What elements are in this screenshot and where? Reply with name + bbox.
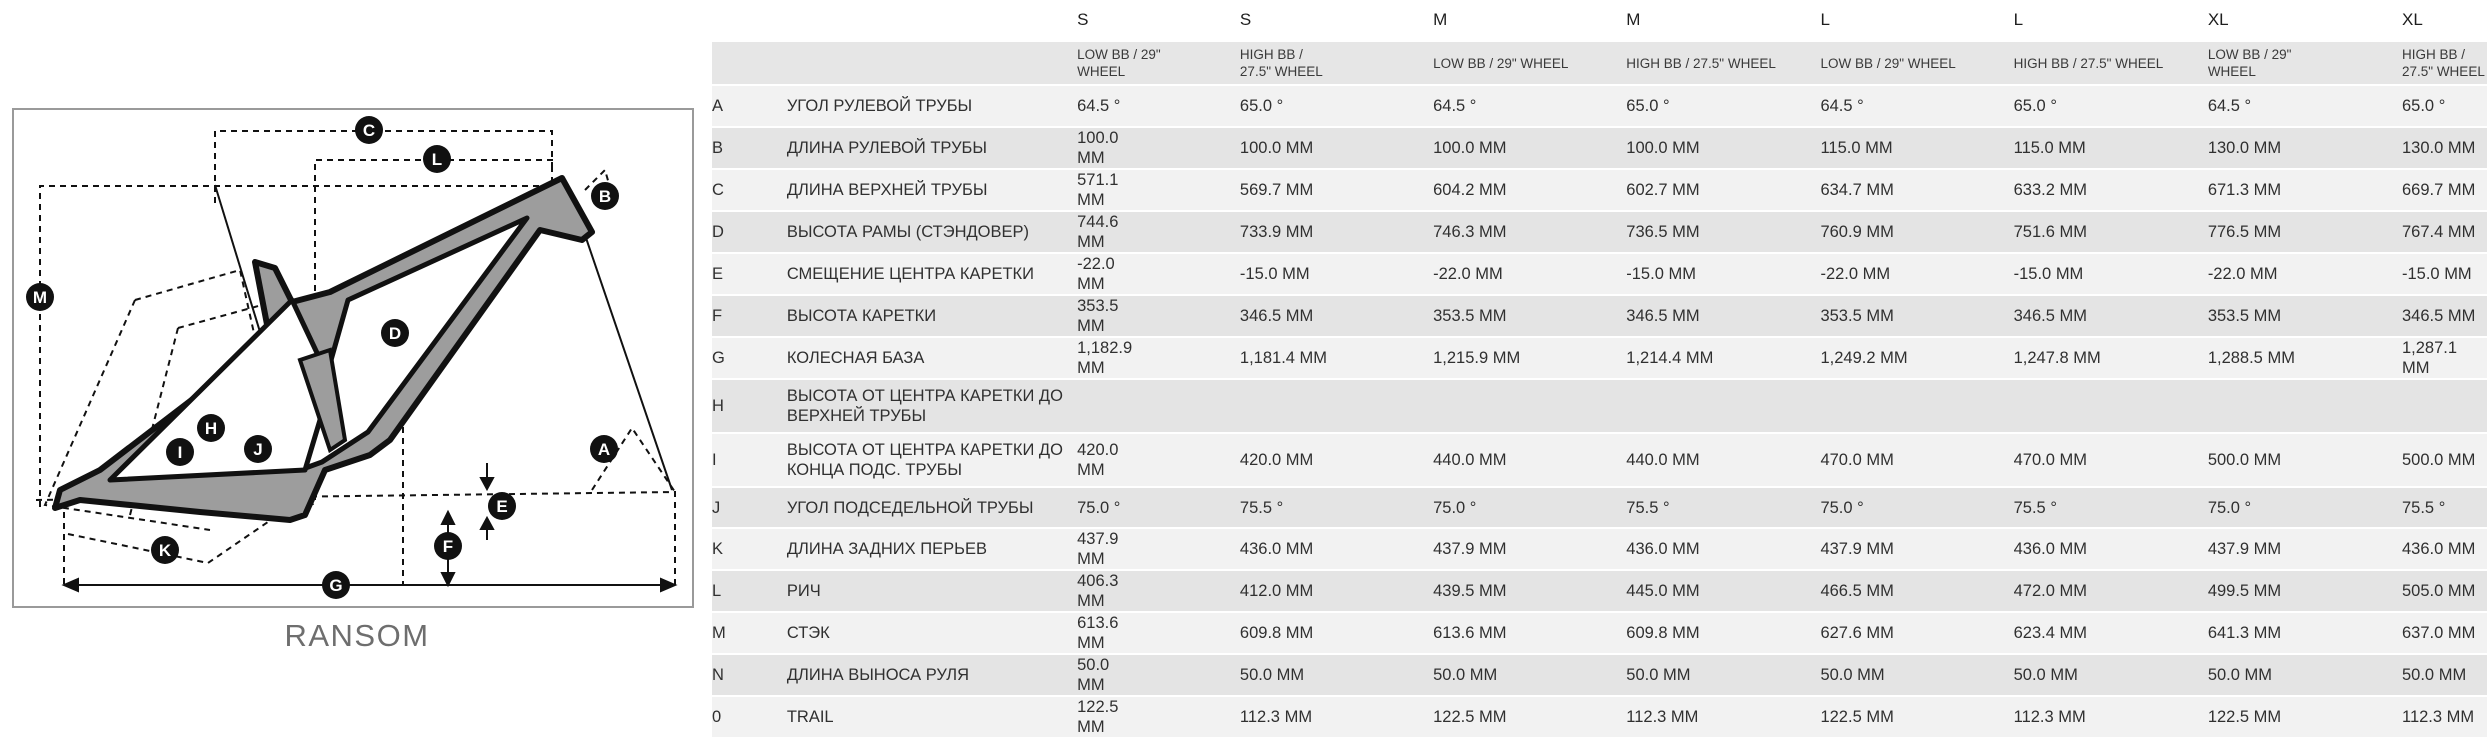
row-letter: B bbox=[712, 127, 787, 169]
table-cell: 50.0 MM bbox=[1433, 654, 1626, 696]
row-label: КОЛЕСНАЯ БАЗА bbox=[787, 337, 1077, 379]
table-cell: 65.0 ° bbox=[2402, 85, 2487, 127]
svg-text:K: K bbox=[158, 541, 172, 560]
table-cell bbox=[1077, 253, 1240, 295]
table-cell: 50.0 MM bbox=[1626, 654, 1820, 696]
table-cell: 776.5 MM bbox=[2208, 211, 2402, 253]
table-cell bbox=[1433, 379, 1626, 433]
table-cell: 436.0 MM bbox=[2402, 528, 2487, 570]
table-cell: 50.0 MM bbox=[2014, 654, 2208, 696]
table-cell: 436.0 MM bbox=[1240, 528, 1433, 570]
table-cell bbox=[1077, 85, 1240, 127]
variant-header: LOW BB / 29" WHEEL bbox=[1077, 41, 1240, 85]
svg-text:A: A bbox=[597, 440, 611, 459]
cell-value: 75.0 ° bbox=[1077, 498, 1121, 517]
table-cell: 346.5 MM bbox=[2014, 295, 2208, 337]
table-cell: 436.0 MM bbox=[1626, 528, 1820, 570]
marker-b bbox=[591, 182, 619, 210]
row-letter: N bbox=[712, 654, 787, 696]
table-cell: 75.0 ° bbox=[2208, 487, 2402, 528]
table-row bbox=[712, 85, 2487, 127]
table-cell bbox=[1077, 127, 1240, 169]
variant-header: HIGH BB / 27.5" WHEEL bbox=[1626, 41, 1820, 85]
svg-text:G: G bbox=[329, 576, 343, 595]
table-row bbox=[712, 337, 2487, 379]
cell-value: 100.0 MM bbox=[1077, 129, 1119, 167]
row-letter: D bbox=[712, 211, 787, 253]
row-letter: 0 bbox=[712, 696, 787, 738]
size-header: XL bbox=[2402, 10, 2423, 29]
size-header: XL bbox=[2207, 10, 2229, 29]
cell-value: 406.3 MM bbox=[1077, 572, 1119, 610]
table-cell bbox=[1077, 696, 1240, 738]
table-cell: 50.0 MM bbox=[1820, 654, 2013, 696]
variant-header: HIGH BB / 27.5" WHEEL bbox=[1240, 41, 1433, 85]
table-cell: 412.0 MM bbox=[1240, 570, 1433, 612]
table-cell: 470.0 MM bbox=[2014, 433, 2208, 487]
marker-f bbox=[434, 532, 462, 560]
row-label: ДЛИНА ВЕРХНЕЙ ТРУБЫ bbox=[787, 169, 1077, 211]
table-cell: 767.4 MM bbox=[2402, 211, 2487, 253]
table-cell bbox=[1820, 379, 2013, 433]
table-cell: 637.0 MM bbox=[2402, 612, 2487, 654]
table-cell: 436.0 MM bbox=[2014, 528, 2208, 570]
table-cell bbox=[1077, 169, 1240, 211]
table-cell: 353.5 MM bbox=[1820, 295, 2013, 337]
header-blank bbox=[712, 41, 787, 85]
table-cell: -15.0 MM bbox=[1240, 253, 1433, 295]
table-cell: 746.3 MM bbox=[1433, 211, 1626, 253]
table-cell: 760.9 MM bbox=[1820, 211, 2013, 253]
marker-j bbox=[244, 435, 272, 463]
marker-g bbox=[322, 571, 350, 599]
table-cell: 1,214.4 MM bbox=[1626, 337, 1820, 379]
geometry-table bbox=[712, 0, 2487, 739]
cell-value: 1,182.9 MM bbox=[1077, 339, 1133, 377]
row-letter: J bbox=[712, 487, 787, 528]
table-cell: 100.0 MM bbox=[1626, 127, 1820, 169]
row-letter: K bbox=[712, 528, 787, 570]
marker-d bbox=[381, 319, 409, 347]
table-row bbox=[712, 528, 2487, 570]
table-cell: 122.5 MM bbox=[1820, 696, 2013, 738]
row-letter: C bbox=[712, 169, 787, 211]
table-cell: 346.5 MM bbox=[1626, 295, 1820, 337]
table-cell: 65.0 ° bbox=[1240, 85, 1433, 127]
table-cell: 505.0 MM bbox=[2402, 570, 2487, 612]
table-cell: 569.7 MM bbox=[1240, 169, 1433, 211]
table-cell bbox=[2402, 379, 2487, 433]
table-cell: 440.0 MM bbox=[1626, 433, 1820, 487]
table-cell: 671.3 MM bbox=[2208, 169, 2402, 211]
table-cell: -15.0 MM bbox=[2402, 253, 2487, 295]
table-cell: 1,181.4 MM bbox=[1240, 337, 1433, 379]
table-cell: 112.3 MM bbox=[1240, 696, 1433, 738]
table-cell: 420.0 MM bbox=[1240, 433, 1433, 487]
table-cell: 75.0 ° bbox=[1820, 487, 2013, 528]
cell-value: 420.0 MM bbox=[1077, 441, 1119, 479]
table-cell bbox=[1240, 379, 1433, 433]
table-cell: 623.4 MM bbox=[2014, 612, 2208, 654]
table-cell: 112.3 MM bbox=[1626, 696, 1820, 738]
table-row bbox=[712, 169, 2487, 211]
cell-value: -22.0 MM bbox=[1077, 255, 1115, 293]
marker-l bbox=[423, 145, 451, 173]
table-row bbox=[712, 253, 2487, 295]
table-row bbox=[712, 487, 2487, 528]
table-cell: 50.0 MM bbox=[2402, 654, 2487, 696]
table-cell: 122.5 MM bbox=[1433, 696, 1626, 738]
table-cell bbox=[2014, 379, 2208, 433]
table-cell: 627.6 MM bbox=[1820, 612, 2013, 654]
table-cell bbox=[1626, 379, 1820, 433]
table-cell: 65.0 ° bbox=[2014, 85, 2208, 127]
table-cell: 122.5 MM bbox=[2208, 696, 2402, 738]
table-cell bbox=[1077, 433, 1240, 487]
table-cell: 499.5 MM bbox=[2208, 570, 2402, 612]
table-cell: 100.0 MM bbox=[1240, 127, 1433, 169]
variant-header: LOW BB / 29" WHEEL bbox=[1433, 41, 1626, 85]
size-header: M bbox=[1433, 10, 1448, 29]
table-row bbox=[712, 211, 2487, 253]
svg-text:H: H bbox=[204, 419, 218, 438]
table-cell: -22.0 MM bbox=[2208, 253, 2402, 295]
table-cell: 669.7 MM bbox=[2402, 169, 2487, 211]
svg-text:I: I bbox=[177, 443, 183, 462]
marker-a bbox=[590, 435, 618, 463]
table-cell: 353.5 MM bbox=[2208, 295, 2402, 337]
size-header: S bbox=[1239, 10, 1252, 29]
marker-c bbox=[355, 116, 383, 144]
table-cell: 633.2 MM bbox=[2014, 169, 2208, 211]
row-label: ДЛИНА РУЛЕВОЙ ТРУБЫ bbox=[787, 127, 1077, 169]
marker-e bbox=[488, 492, 516, 520]
row-label: РИЧ bbox=[787, 570, 1077, 612]
row-label: ВЫСОТА ОТ ЦЕНТРА КАРЕТКИ ДО КОНЦА ПОДС. ТРУБЫ bbox=[787, 433, 1077, 487]
table-cell: 751.6 MM bbox=[2014, 211, 2208, 253]
table-row bbox=[712, 570, 2487, 612]
cell-value: 744.6 MM bbox=[1077, 213, 1119, 251]
header-blank bbox=[787, 41, 1077, 85]
row-label: СМЕЩЕНИЕ ЦЕНТРА КАРЕТКИ bbox=[787, 253, 1077, 295]
marker-i bbox=[166, 438, 194, 466]
table-cell: 634.7 MM bbox=[1820, 169, 2013, 211]
geometry-diagram-panel bbox=[0, 0, 710, 756]
row-letter: H bbox=[712, 379, 787, 433]
table-cell: 75.5 ° bbox=[2402, 487, 2487, 528]
table-cell: 75.5 ° bbox=[2014, 487, 2208, 528]
marker-m bbox=[26, 283, 54, 311]
row-letter: G bbox=[712, 337, 787, 379]
table-cell: 1,287.1 MM bbox=[2402, 337, 2487, 379]
table-cell: 75.0 ° bbox=[1433, 487, 1626, 528]
table-cell: 445.0 MM bbox=[1626, 570, 1820, 612]
cell-value: 64.5 ° bbox=[1077, 97, 1121, 115]
row-label: ДЛИНА ВЫНОСА РУЛЯ bbox=[787, 654, 1077, 696]
table-row bbox=[712, 379, 2487, 433]
row-letter: A bbox=[712, 85, 787, 127]
variant-header: HIGH BB / 27.5" WHEEL bbox=[2014, 41, 2208, 85]
table-cell: 604.2 MM bbox=[1433, 169, 1626, 211]
size-header: S bbox=[1077, 10, 1089, 29]
cell-value: 353.5 MM bbox=[1077, 297, 1119, 335]
table-cell: 500.0 MM bbox=[2208, 433, 2402, 487]
cell-value: 437.9 MM bbox=[1077, 530, 1119, 568]
table-cell: 500.0 MM bbox=[2402, 433, 2487, 487]
row-letter: E bbox=[712, 253, 787, 295]
row-label: ВЫСОТА КАРЕТКИ bbox=[787, 295, 1077, 337]
table-cell bbox=[2208, 379, 2402, 433]
table-cell: 440.0 MM bbox=[1433, 433, 1626, 487]
table-cell: 115.0 MM bbox=[1820, 127, 2013, 169]
svg-text:J: J bbox=[253, 440, 263, 459]
row-label: ДЛИНА ЗАДНИХ ПЕРЬЕВ bbox=[787, 528, 1077, 570]
variant-header: LOW BB / 29" WHEEL bbox=[2208, 41, 2402, 85]
table-cell: 1,247.8 MM bbox=[2014, 337, 2208, 379]
table-cell: 733.9 MM bbox=[1240, 211, 1433, 253]
table-cell: 437.9 MM bbox=[1820, 528, 2013, 570]
table-row bbox=[712, 654, 2487, 696]
size-header: L bbox=[2013, 10, 2024, 29]
table-cell: 112.3 MM bbox=[2402, 696, 2487, 738]
table-cell: 64.5 ° bbox=[1433, 85, 1626, 127]
table-cell: 346.5 MM bbox=[2402, 295, 2487, 337]
table-cell bbox=[1077, 295, 1240, 337]
table-cell bbox=[1077, 528, 1240, 570]
cell-value: 571.1 MM bbox=[1077, 171, 1119, 209]
table-cell: 613.6 MM bbox=[1433, 612, 1626, 654]
table-cell: 112.3 MM bbox=[2014, 696, 2208, 738]
size-header: L bbox=[1820, 10, 1830, 29]
table-cell: 736.5 MM bbox=[1626, 211, 1820, 253]
variant-header: HIGH BB / 27.5" WHEEL bbox=[2402, 41, 2487, 85]
model-name: RANSOM bbox=[284, 618, 430, 653]
svg-text:D: D bbox=[388, 324, 402, 343]
table-cell: 353.5 MM bbox=[1433, 295, 1626, 337]
table-cell: 1,215.9 MM bbox=[1433, 337, 1626, 379]
table-cell: 609.8 MM bbox=[1626, 612, 1820, 654]
variant-header: LOW BB / 29" WHEEL bbox=[1820, 41, 2013, 85]
row-letter: F bbox=[712, 295, 787, 337]
table-cell bbox=[1077, 570, 1240, 612]
table-cell: 75.5 ° bbox=[1240, 487, 1433, 528]
marker-k bbox=[151, 536, 179, 564]
svg-text:E: E bbox=[496, 497, 508, 516]
row-label: ВЫСОТА ОТ ЦЕНТРА КАРЕТКИ ДО ВЕРХНЕЙ ТРУБЫ bbox=[787, 379, 1077, 433]
row-letter: I bbox=[712, 433, 787, 487]
table-cell: 346.5 MM bbox=[1240, 295, 1433, 337]
size-header-row bbox=[712, 0, 2487, 41]
table-cell: 65.0 ° bbox=[1626, 85, 1820, 127]
table-cell: 50.0 MM bbox=[1240, 654, 1433, 696]
table-row bbox=[712, 295, 2487, 337]
geometry-table-body bbox=[712, 85, 2487, 738]
table-cell: 50.0 MM bbox=[2208, 654, 2402, 696]
cell-value: 613.6 MM bbox=[1077, 614, 1119, 652]
table-cell bbox=[1077, 612, 1240, 654]
bike-geometry-diagram bbox=[0, 0, 710, 620]
table-cell: -15.0 MM bbox=[2014, 253, 2208, 295]
table-row bbox=[712, 433, 2487, 487]
table-cell: 470.0 MM bbox=[1820, 433, 2013, 487]
table-cell: -22.0 MM bbox=[1433, 253, 1626, 295]
table-cell: -15.0 MM bbox=[1626, 253, 1820, 295]
table-cell bbox=[1077, 337, 1240, 379]
table-cell: 641.3 MM bbox=[2208, 612, 2402, 654]
row-letter: L bbox=[712, 570, 787, 612]
marker-h bbox=[197, 414, 225, 442]
table-cell bbox=[1077, 379, 1240, 433]
table-cell: 439.5 MM bbox=[1433, 570, 1626, 612]
table-cell: 437.9 MM bbox=[1433, 528, 1626, 570]
table-row bbox=[712, 612, 2487, 654]
header-blank bbox=[787, 0, 1077, 41]
table-cell: 64.5 ° bbox=[2208, 85, 2402, 127]
row-label: УГОЛ РУЛЕВОЙ ТРУБЫ bbox=[787, 85, 1077, 127]
header-blank bbox=[712, 0, 787, 41]
table-cell bbox=[1077, 211, 1240, 253]
svg-text:C: C bbox=[362, 121, 376, 140]
table-cell: 75.5 ° bbox=[1626, 487, 1820, 528]
table-cell: 115.0 MM bbox=[2014, 127, 2208, 169]
cell-value: 50.0 MM bbox=[1077, 656, 1110, 694]
table-cell: 130.0 MM bbox=[2208, 127, 2402, 169]
table-row bbox=[712, 127, 2487, 169]
table-cell: 64.5 ° bbox=[1820, 85, 2013, 127]
variant-header-row bbox=[712, 41, 2487, 85]
size-header: M bbox=[1626, 10, 1641, 29]
table-cell: 472.0 MM bbox=[2014, 570, 2208, 612]
svg-text:M: M bbox=[32, 288, 48, 307]
svg-text:F: F bbox=[442, 537, 454, 556]
svg-text:L: L bbox=[431, 150, 443, 169]
table-cell: -22.0 MM bbox=[1820, 253, 2013, 295]
table-cell: 100.0 MM bbox=[1433, 127, 1626, 169]
row-label: УГОЛ ПОДСЕДЕЛЬНОЙ ТРУБЫ bbox=[787, 487, 1077, 528]
table-cell: 437.9 MM bbox=[2208, 528, 2402, 570]
table-cell: 1,288.5 MM bbox=[2208, 337, 2402, 379]
table-cell: 1,249.2 MM bbox=[1820, 337, 2013, 379]
row-label: СТЭК bbox=[787, 612, 1077, 654]
table-cell: 466.5 MM bbox=[1820, 570, 2013, 612]
row-label: ВЫСОТА РАМЫ (СТЭНДОВЕР) bbox=[787, 211, 1077, 253]
svg-text:B: B bbox=[598, 187, 612, 206]
table-cell: 602.7 MM bbox=[1626, 169, 1820, 211]
row-letter: M bbox=[712, 612, 787, 654]
table-cell bbox=[1077, 654, 1240, 696]
table-cell: 609.8 MM bbox=[1240, 612, 1433, 654]
cell-value: 122.5 MM bbox=[1077, 698, 1119, 736]
table-cell: 130.0 MM bbox=[2402, 127, 2487, 169]
table-row bbox=[712, 696, 2487, 738]
table-cell bbox=[1077, 487, 1240, 528]
row-label: TRAIL bbox=[787, 696, 1077, 738]
